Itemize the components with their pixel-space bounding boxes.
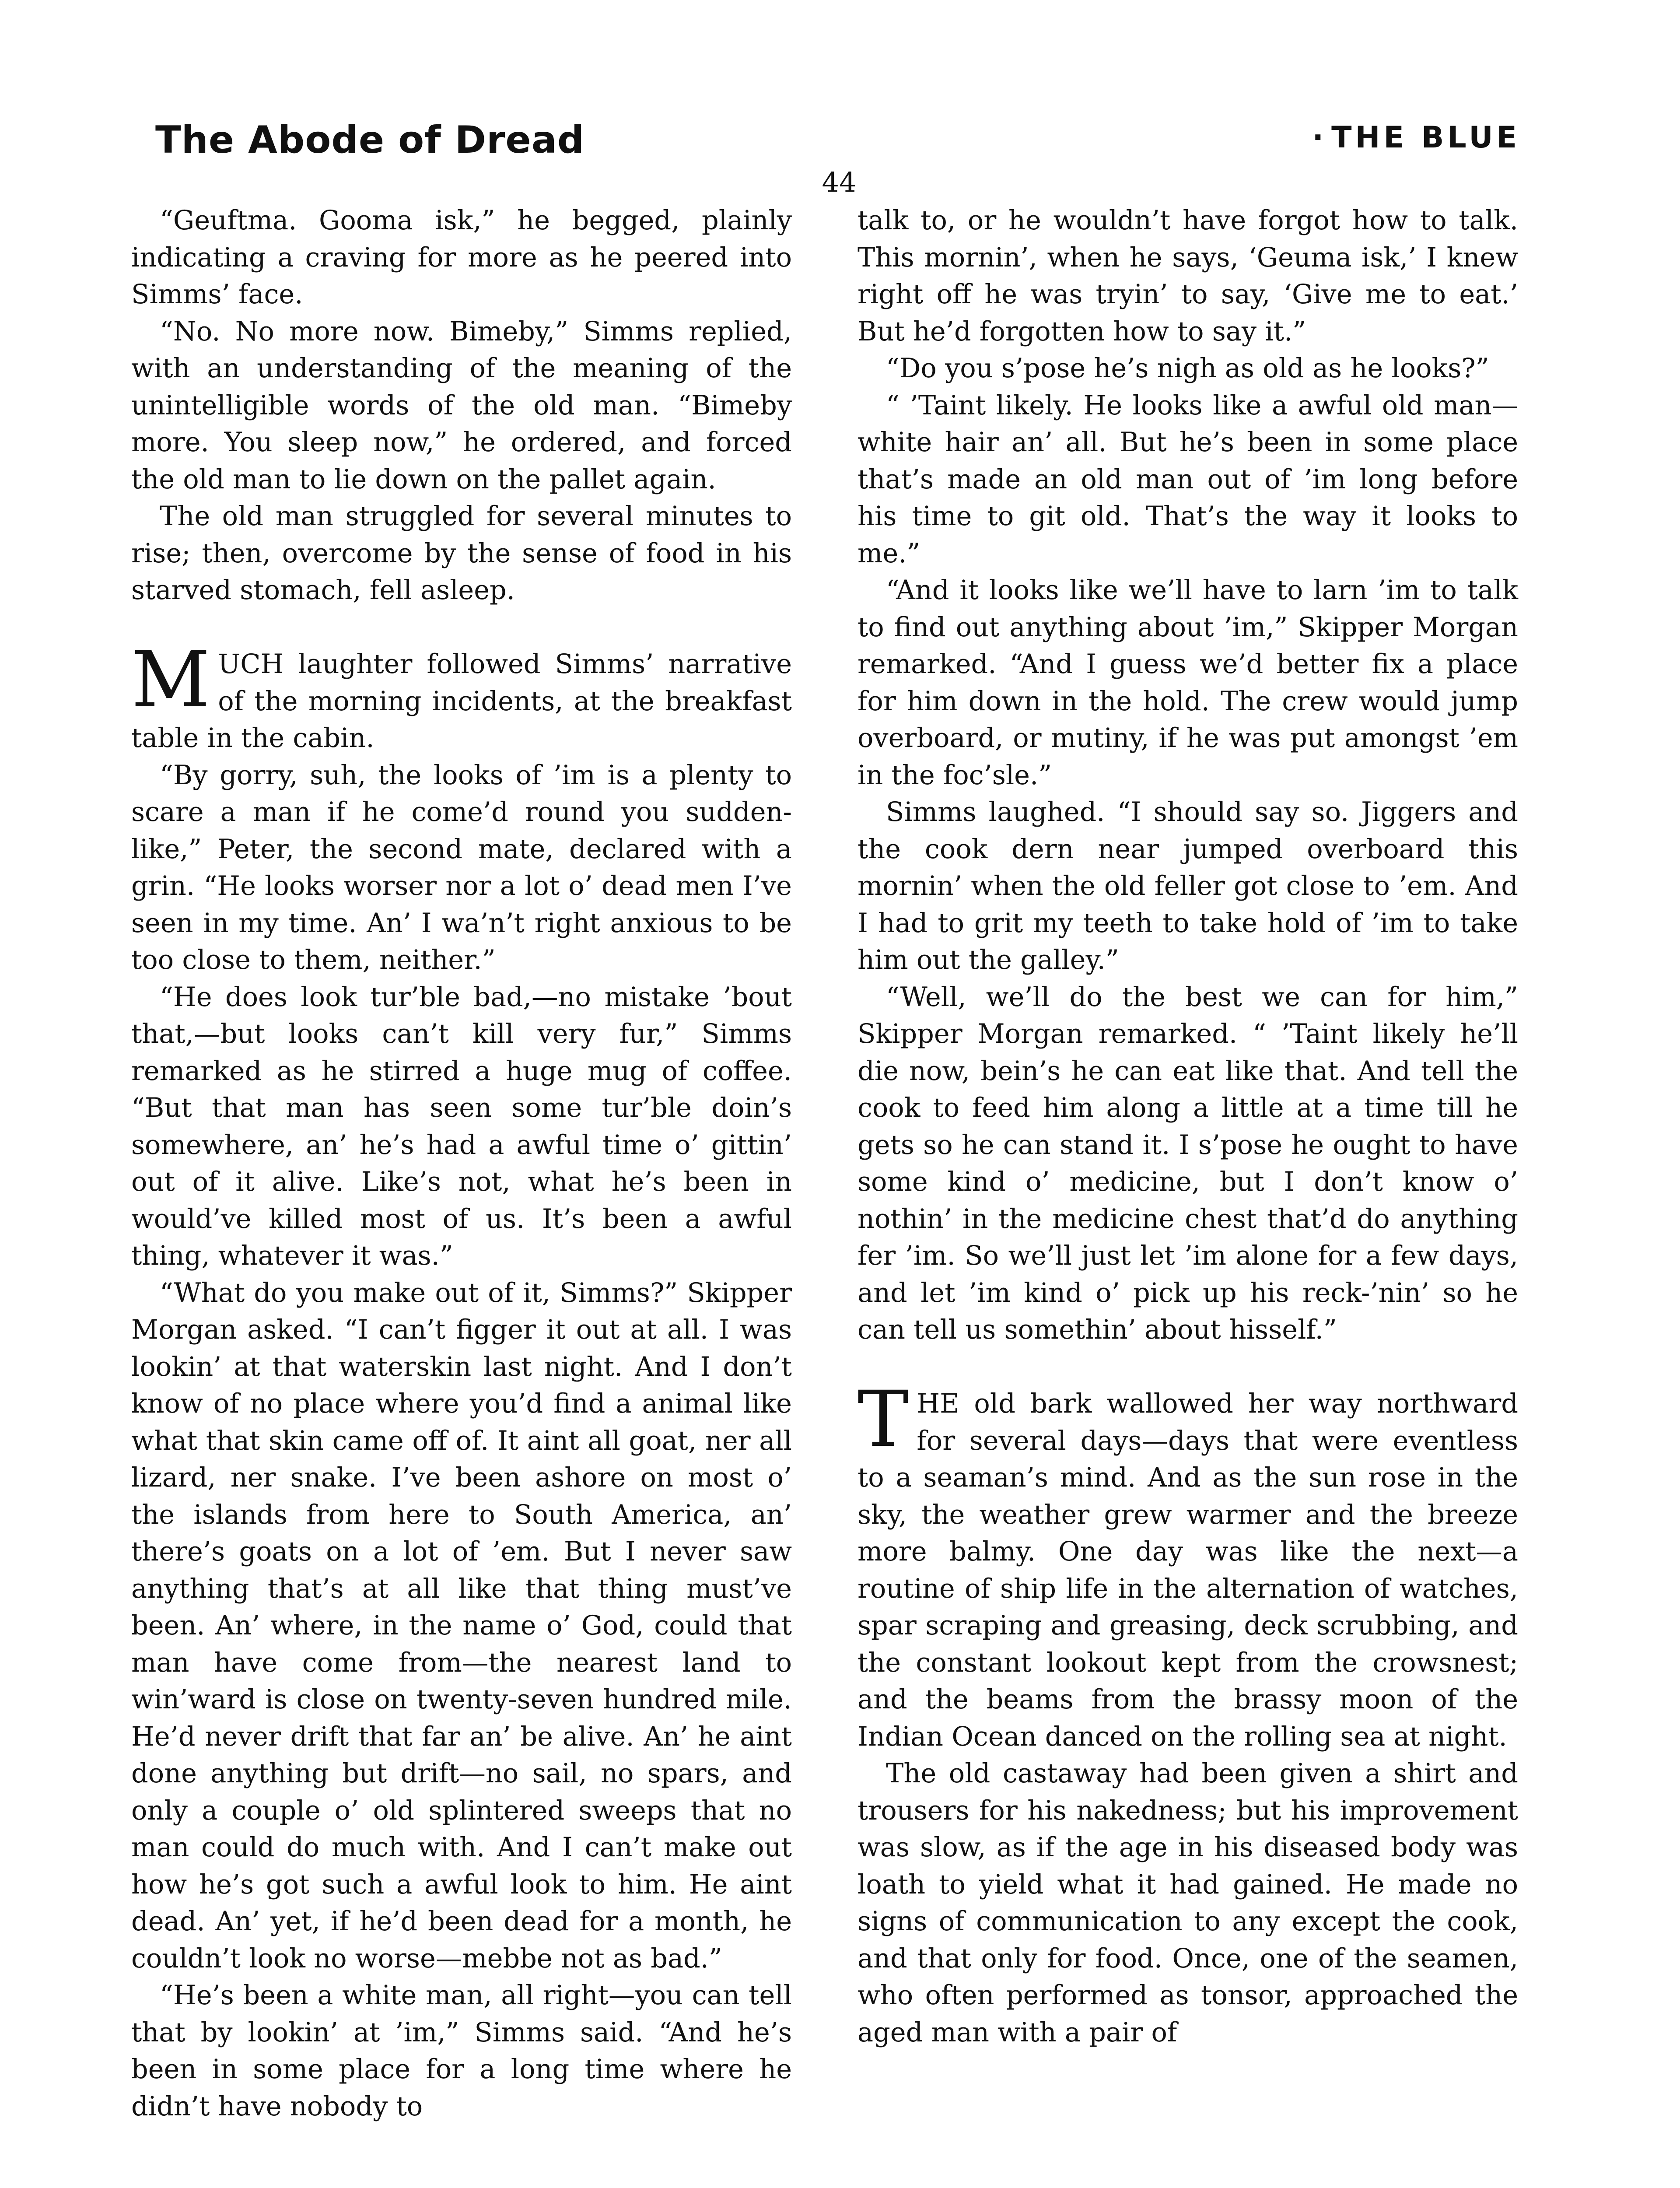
paragraph: “He’s been a white man, all right—you can tell that by lookin’ at ’im,” Simms said. “And he’s been in some place for a long time where he didn’t have nobody to [131, 1980, 792, 2122]
section-opening-text: UCH laughter followed Simms’ narrative of the morning incidents, at the breakfast table in the cabin. [131, 649, 792, 754]
paragraph: “Geuftma. Gooma isk,” he begged, plainly indicating a craving for more as he peered into Simms’ face. [131, 205, 792, 310]
paragraph: “No. No more now. Bimeby,” Simms replied, with an understanding of the meaning of the unintelligible words of the old man. “Bimeby more. You sleep now,” he ordered, and forced the old man to lie down on the pallet again. [131, 316, 792, 495]
right-column [858, 202, 1518, 2051]
magazine-name [1312, 120, 1520, 155]
paragraph: “He does look tur’ble bad,—no mistake ’bout that,—but looks can’t kill very fur,” Simms remarked as he stirred a huge mug of coffee. “But that man has seen some tur’ble doin’s somewhere, an’ he’s had a awful time o’ gittin’ out of it alive. Like’s not, what he’s been in would’ve killed most of us. It’s been a awful thing, whatever it was.” [131, 982, 792, 1271]
paragraph: “And it looks like we’ll have to larn ’im to talk to find out anything about ’im,” Skipper Morgan remarked. “And I guess we’d better fix a place for him down in the hold. The crew would jump overboard, or mutiny, if he was put amongst ’em in the foc’sle.” [858, 575, 1518, 791]
header-dot: · [1312, 120, 1324, 155]
paragraph: “What do you make out of it, Simms?” Skipper Morgan asked. “I can’t figger it out at all. I was lookin’ at that waterskin last night. And I don’t know of no place where you’d find a animal like what that skin came off of. It aint all goat, ner all lizard, ner snake. I’ve been ashore on most o’ the islands from here to South America, an’ there’s goats on a lot of ’em. But I never saw anything that’s at all like that thing must’ve been. An’ where, in the name o’ God, could that man have come from—the nearest land to win’ward is close on twenty-seven hundred mile. He’d never drift that far an’ be alive. An’ he aint done anything but drift—no sail, no spars, and only a couple o’ old splintered sweeps that no man could do much with. And I can’t make out how he’s got such a awful look to him. He aint dead. An’ yet, if he’d been dead for a month, he couldn’t look no worse—mebbe not as bad.” [131, 1277, 792, 1974]
paragraph: “By gorry, suh, the looks of ’im is a plenty to scare a man if he come’d round you sudden-like,” Peter, the second mate, declared with a grin. “He looks worser nor a lot o’ dead men I’ve seen in my time. An’ I wa’n’t right anxious to be too close to them, neither.” [131, 760, 792, 975]
magazine-name-text: THE BLUE [1331, 120, 1520, 155]
paragraph: The old castaway had been given a shirt and trousers for his nakedness; but his improvement was slow, as if the age in his diseased body was loath to yield what it had gained. He made no signs of communication to any except the cook, and that only for food. Once, one of the seamen, who often performed as tonsor, approached the aged man with a pair of [858, 1758, 1518, 2048]
running-title: The Abode of Dread [155, 118, 585, 162]
paragraph: Simms laughed. “I should say so. Jiggers and the cook dern near jumped overboard this mornin’ when the old feller got close to ’em. And I had to grit my teeth to take hold of ’im to take him out the galley.” [858, 797, 1518, 975]
paragraph: The old man struggled for several minutes to rise; then, overcome by the sense of food in his starved stomach, fell asleep. [131, 501, 792, 606]
section-opening-paragraph [858, 1375, 1518, 1755]
drop-cap: T [858, 1375, 909, 1464]
paragraph: “Well, we’ll do the best we can for him,” Skipper Morgan remarked. “ ’Taint likely he’ll die now, bein’s he can eat like that. And tell the cook to feed him along a little at a time till he gets so he can stand it. I s’pose he ought to have some kind o’ medicine, but I don’t know o’ nothin’ in the medicine chest that’d do anything fer ’im. So we’ll just let ’im alone for a few days, and let ’im kind o’ pick up his reck-’nin’ so he can tell us somethin’ about hisself.” [858, 982, 1518, 1345]
paragraph: “ ’Taint likely. He looks like a awful old man—white hair an’ all. But he’s been in some place that’s made an old man out of ’im long before his time to git old. That’s the way it looks to me.” [858, 390, 1518, 569]
left-column [131, 202, 792, 2125]
page-number: 44 [822, 166, 857, 198]
paragraph: “Do you s’pose he’s nigh as old as he looks?” [886, 353, 1489, 384]
section-opening-text: HE old bark wallowed her way northward for several days—days that were eventless to a seaman’s mind. And as the sun rose in the sky, the weather grew warmer and the breeze more balmy. One day was like the next—a routine of ship life in the alternation of watches, spar scraping and greasing, deck scrubbing, and the constant lookout kept from the crowsnest; and the beams from the brassy moon of the Indian Ocean danced on the rolling sea at night. [858, 1389, 1518, 1752]
section-opening-paragraph [131, 635, 792, 757]
drop-cap: M [131, 635, 210, 725]
paragraph-continuation: talk to, or he wouldn’t have forgot how to talk. This mornin’, when he says, ‘Geuma isk,’ I knew right off he was tryin’ to say, ‘Give me to eat.’ But he’d forgotten how to say it.” [858, 205, 1518, 347]
